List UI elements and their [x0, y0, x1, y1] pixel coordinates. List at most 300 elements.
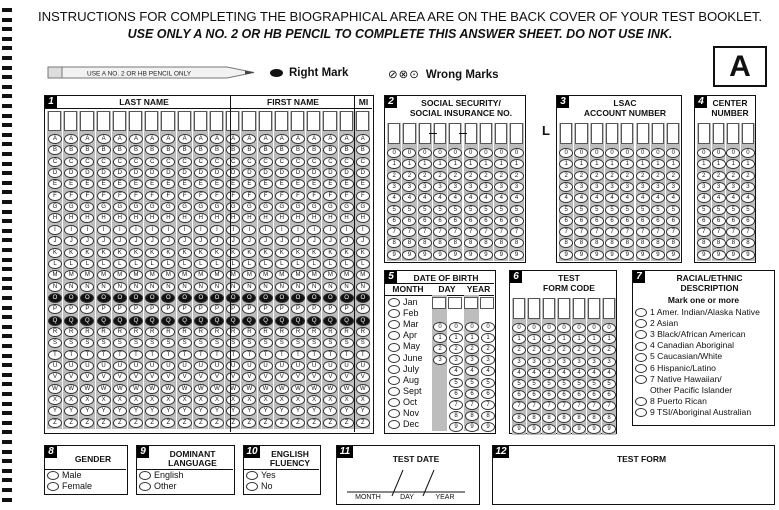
dob-digit-bubble[interactable]: 9: [465, 422, 479, 432]
letter-bubble[interactable]: P: [64, 304, 78, 314]
digit-bubble[interactable]: 5: [587, 379, 601, 389]
letter-bubble[interactable]: D: [210, 168, 224, 178]
letter-bubble[interactable]: K: [259, 248, 273, 258]
digit-bubble[interactable]: 6: [651, 216, 665, 226]
digit-bubble[interactable]: 5: [572, 379, 586, 389]
digit-bubble[interactable]: 5: [494, 205, 508, 215]
letter-bubble[interactable]: Q: [226, 316, 240, 326]
letter-bubble[interactable]: R: [194, 327, 208, 337]
letter-bubble[interactable]: C: [161, 157, 175, 167]
letter-bubble[interactable]: T: [259, 350, 273, 360]
digit-bubble[interactable]: 9: [666, 250, 680, 260]
letter-bubble[interactable]: A: [291, 134, 305, 144]
name-write-in-box[interactable]: [161, 111, 174, 131]
month-option[interactable]: [388, 386, 422, 397]
choice-option[interactable]: [246, 481, 273, 492]
letter-bubble[interactable]: C: [291, 157, 305, 167]
digit-bubble[interactable]: 7: [587, 401, 601, 411]
letter-bubble[interactable]: P: [194, 304, 208, 314]
digit-bubble[interactable]: 9: [402, 250, 416, 260]
choice-bubble[interactable]: [47, 482, 59, 491]
letter-bubble[interactable]: W: [323, 384, 337, 394]
name-write-in-box[interactable]: [178, 111, 191, 131]
digit-bubble[interactable]: 2: [605, 171, 619, 181]
digit-bubble[interactable]: 1: [574, 159, 588, 169]
letter-bubble[interactable]: Z: [48, 418, 62, 428]
letter-bubble[interactable]: S: [242, 338, 256, 348]
letter-bubble[interactable]: Y: [48, 406, 62, 416]
digit-bubble[interactable]: 4: [605, 193, 619, 203]
letter-bubble[interactable]: U: [97, 361, 111, 371]
letter-bubble[interactable]: J: [242, 236, 256, 246]
letter-bubble[interactable]: F: [178, 191, 192, 201]
letter-bubble[interactable]: F: [340, 191, 354, 201]
digit-bubble[interactable]: 4: [590, 193, 604, 203]
letter-bubble[interactable]: Z: [210, 418, 224, 428]
digit-bubble[interactable]: 6: [636, 216, 650, 226]
letter-bubble[interactable]: T: [307, 350, 321, 360]
letter-bubble[interactable]: M: [113, 270, 127, 280]
digit-bubble[interactable]: 7: [510, 227, 524, 237]
digit-bubble[interactable]: 1: [559, 159, 573, 169]
digit-bubble[interactable]: 2: [464, 171, 478, 181]
letter-bubble[interactable]: X: [259, 395, 273, 405]
letter-bubble[interactable]: U: [161, 361, 175, 371]
digit-bubble[interactable]: 4: [651, 193, 665, 203]
letter-bubble[interactable]: N: [226, 282, 240, 292]
letter-bubble[interactable]: W: [145, 384, 159, 394]
letter-bubble[interactable]: S: [80, 338, 94, 348]
letter-bubble[interactable]: W: [210, 384, 224, 394]
letter-bubble[interactable]: X: [129, 395, 143, 405]
digit-bubble[interactable]: 9: [433, 250, 447, 260]
letter-bubble[interactable]: W: [178, 384, 192, 394]
digit-bubble[interactable]: 6: [557, 390, 571, 400]
digit-bubble[interactable]: 5: [605, 205, 619, 215]
ethnic-option[interactable]: [635, 318, 678, 329]
digit-bubble[interactable]: 0: [636, 148, 650, 158]
letter-bubble[interactable]: O: [242, 293, 256, 303]
ethnic-option[interactable]: [635, 307, 760, 318]
digit-bubble[interactable]: 9: [510, 250, 524, 260]
letter-bubble[interactable]: K: [194, 248, 208, 258]
letter-bubble[interactable]: D: [259, 168, 273, 178]
digit-bubble[interactable]: 5: [559, 205, 573, 215]
digit-bubble[interactable]: 2: [479, 171, 493, 181]
letter-bubble[interactable]: Z: [259, 418, 273, 428]
digit-bubble[interactable]: 1: [557, 334, 571, 344]
dob-digit-bubble[interactable]: 7: [449, 400, 463, 410]
letter-bubble[interactable]: U: [323, 361, 337, 371]
letter-bubble[interactable]: E: [259, 179, 273, 189]
letter-bubble[interactable]: N: [161, 282, 175, 292]
letter-bubble[interactable]: J: [275, 236, 289, 246]
digit-bubble[interactable]: 7: [651, 227, 665, 237]
digit-bubble[interactable]: 5: [602, 379, 616, 389]
month-bubble[interactable]: [388, 376, 400, 385]
letter-bubble[interactable]: C: [307, 157, 321, 167]
digit-write-in-box[interactable]: [742, 123, 754, 144]
letter-bubble[interactable]: O: [323, 293, 337, 303]
digit-bubble[interactable]: 5: [527, 379, 541, 389]
letter-bubble[interactable]: A: [275, 134, 289, 144]
letter-bubble[interactable]: G: [340, 202, 354, 212]
letter-bubble[interactable]: F: [323, 191, 337, 201]
letter-bubble[interactable]: S: [340, 338, 354, 348]
name-write-in-box[interactable]: [64, 111, 77, 131]
letter-bubble[interactable]: K: [64, 248, 78, 258]
letter-bubble[interactable]: S: [113, 338, 127, 348]
letter-bubble[interactable]: H: [242, 213, 256, 223]
letter-bubble[interactable]: M: [97, 270, 111, 280]
letter-bubble[interactable]: C: [340, 157, 354, 167]
digit-bubble[interactable]: 7: [527, 401, 541, 411]
letter-bubble[interactable]: F: [291, 191, 305, 201]
month-option[interactable]: [388, 353, 423, 364]
digit-bubble[interactable]: 1: [527, 334, 541, 344]
letter-bubble[interactable]: D: [323, 168, 337, 178]
letter-bubble[interactable]: U: [210, 361, 224, 371]
letter-bubble[interactable]: X: [64, 395, 78, 405]
digit-bubble[interactable]: 6: [741, 216, 755, 226]
month-option[interactable]: [388, 364, 419, 375]
dob-digit-bubble[interactable]: 4: [449, 366, 463, 376]
digit-write-in-box[interactable]: [588, 298, 600, 319]
letter-bubble[interactable]: P: [80, 304, 94, 314]
letter-bubble[interactable]: I: [291, 225, 305, 235]
letter-bubble[interactable]: T: [145, 350, 159, 360]
digit-bubble[interactable]: 9: [602, 424, 616, 434]
month-bubble[interactable]: [388, 365, 400, 374]
dob-digit-bubble[interactable]: 1: [433, 333, 447, 343]
digit-bubble[interactable]: 4: [557, 368, 571, 378]
letter-bubble[interactable]: B: [97, 145, 111, 155]
letter-bubble[interactable]: S: [97, 338, 111, 348]
letter-bubble[interactable]: K: [129, 248, 143, 258]
month-option[interactable]: [388, 375, 419, 386]
choice-option[interactable]: [47, 481, 92, 492]
ethnic-bubble[interactable]: [635, 308, 647, 317]
digit-bubble[interactable]: 3: [512, 357, 526, 367]
letter-bubble[interactable]: W: [259, 384, 273, 394]
letter-bubble[interactable]: T: [242, 350, 256, 360]
digit-bubble[interactable]: 9: [542, 424, 556, 434]
letter-bubble[interactable]: N: [145, 282, 159, 292]
letter-bubble[interactable]: U: [275, 361, 289, 371]
letter-bubble[interactable]: D: [129, 168, 143, 178]
digit-bubble[interactable]: 5: [712, 205, 726, 215]
digit-bubble[interactable]: 8: [602, 413, 616, 423]
dob-digit-bubble[interactable]: 3: [465, 355, 479, 365]
digit-bubble[interactable]: 1: [464, 159, 478, 169]
letter-bubble[interactable]: B: [129, 145, 143, 155]
digit-bubble[interactable]: 6: [605, 216, 619, 226]
choice-option[interactable]: [139, 481, 177, 492]
letter-bubble[interactable]: L: [307, 259, 321, 269]
choice-bubble[interactable]: [246, 471, 258, 480]
letter-bubble[interactable]: R: [291, 327, 305, 337]
ethnic-option[interactable]: [635, 374, 722, 385]
letter-bubble[interactable]: P: [113, 304, 127, 314]
letter-bubble[interactable]: E: [226, 179, 240, 189]
digit-bubble[interactable]: 6: [448, 216, 462, 226]
letter-bubble[interactable]: T: [48, 350, 62, 360]
digit-bubble[interactable]: 1: [479, 159, 493, 169]
month-option[interactable]: [388, 341, 420, 352]
digit-bubble[interactable]: 1: [510, 159, 524, 169]
letter-bubble[interactable]: K: [80, 248, 94, 258]
digit-write-in-box[interactable]: [698, 123, 710, 144]
digit-bubble[interactable]: 1: [494, 159, 508, 169]
name-write-in-box[interactable]: [145, 111, 158, 131]
digit-bubble[interactable]: 0: [666, 148, 680, 158]
dob-digit-bubble[interactable]: 9: [481, 422, 495, 432]
digit-bubble[interactable]: 3: [741, 182, 755, 192]
digit-bubble[interactable]: 4: [666, 193, 680, 203]
digit-bubble[interactable]: 5: [741, 205, 755, 215]
digit-bubble[interactable]: 3: [494, 182, 508, 192]
digit-bubble[interactable]: 6: [512, 390, 526, 400]
letter-bubble[interactable]: R: [275, 327, 289, 337]
digit-bubble[interactable]: 7: [448, 227, 462, 237]
digit-bubble[interactable]: 8: [572, 413, 586, 423]
letter-bubble[interactable]: G: [275, 202, 289, 212]
digit-bubble[interactable]: 6: [542, 390, 556, 400]
digit-bubble[interactable]: 2: [587, 345, 601, 355]
letter-bubble[interactable]: Y: [97, 406, 111, 416]
letter-bubble[interactable]: M: [145, 270, 159, 280]
letter-bubble[interactable]: Z: [242, 418, 256, 428]
digit-bubble[interactable]: 1: [572, 334, 586, 344]
digit-bubble[interactable]: 0: [542, 323, 556, 333]
month-option[interactable]: [388, 408, 419, 419]
letter-bubble[interactable]: A: [80, 134, 94, 144]
letter-bubble[interactable]: N: [323, 282, 337, 292]
letter-bubble[interactable]: Q: [113, 316, 127, 326]
letter-bubble[interactable]: C: [97, 157, 111, 167]
dob-digit-bubble[interactable]: 4: [465, 366, 479, 376]
digit-write-in-box[interactable]: [403, 123, 415, 144]
letter-bubble[interactable]: L: [356, 259, 370, 269]
dob-digit-bubble[interactable]: 5: [449, 378, 463, 388]
letter-bubble[interactable]: F: [356, 191, 370, 201]
digit-bubble[interactable]: 8: [557, 413, 571, 423]
letter-bubble[interactable]: P: [291, 304, 305, 314]
letter-bubble[interactable]: Z: [178, 418, 192, 428]
letter-bubble[interactable]: J: [178, 236, 192, 246]
name-write-in-box[interactable]: [80, 111, 93, 131]
digit-bubble[interactable]: 7: [574, 227, 588, 237]
letter-bubble[interactable]: N: [307, 282, 321, 292]
letter-bubble[interactable]: H: [97, 213, 111, 223]
letter-bubble[interactable]: O: [259, 293, 273, 303]
letter-bubble[interactable]: J: [161, 236, 175, 246]
month-bubble[interactable]: [388, 387, 400, 396]
letter-bubble[interactable]: Z: [194, 418, 208, 428]
letter-bubble[interactable]: H: [194, 213, 208, 223]
ethnic-bubble[interactable]: [635, 397, 647, 406]
letter-bubble[interactable]: N: [194, 282, 208, 292]
letter-bubble[interactable]: X: [356, 395, 370, 405]
letter-bubble[interactable]: A: [178, 134, 192, 144]
digit-write-in-box[interactable]: [543, 298, 555, 319]
letter-bubble[interactable]: J: [307, 236, 321, 246]
letter-bubble[interactable]: Y: [194, 406, 208, 416]
letter-bubble[interactable]: N: [356, 282, 370, 292]
letter-bubble[interactable]: T: [194, 350, 208, 360]
letter-bubble[interactable]: B: [340, 145, 354, 155]
digit-bubble[interactable]: 9: [387, 250, 401, 260]
letter-bubble[interactable]: J: [97, 236, 111, 246]
letter-bubble[interactable]: D: [340, 168, 354, 178]
digit-bubble[interactable]: 7: [418, 227, 432, 237]
digit-bubble[interactable]: 9: [741, 250, 755, 260]
digit-bubble[interactable]: 8: [510, 238, 524, 248]
letter-bubble[interactable]: H: [323, 213, 337, 223]
letter-bubble[interactable]: D: [97, 168, 111, 178]
ethnic-bubble[interactable]: [635, 319, 647, 328]
letter-bubble[interactable]: Z: [340, 418, 354, 428]
dob-digit-bubble[interactable]: 7: [465, 400, 479, 410]
digit-bubble[interactable]: 6: [602, 390, 616, 400]
digit-write-in-box[interactable]: [558, 298, 570, 319]
digit-write-in-box[interactable]: [573, 298, 585, 319]
digit-bubble[interactable]: 0: [602, 323, 616, 333]
letter-bubble[interactable]: Y: [242, 406, 256, 416]
letter-bubble[interactable]: F: [242, 191, 256, 201]
letter-bubble[interactable]: F: [275, 191, 289, 201]
letter-bubble[interactable]: U: [356, 361, 370, 371]
letter-bubble[interactable]: Y: [291, 406, 305, 416]
digit-bubble[interactable]: 3: [605, 182, 619, 192]
letter-bubble[interactable]: J: [323, 236, 337, 246]
letter-bubble[interactable]: W: [307, 384, 321, 394]
letter-bubble[interactable]: G: [161, 202, 175, 212]
digit-bubble[interactable]: 5: [542, 379, 556, 389]
letter-bubble[interactable]: M: [307, 270, 321, 280]
digit-bubble[interactable]: 7: [387, 227, 401, 237]
letter-bubble[interactable]: H: [291, 213, 305, 223]
digit-bubble[interactable]: 8: [433, 238, 447, 248]
letter-bubble[interactable]: F: [161, 191, 175, 201]
letter-bubble[interactable]: V: [226, 372, 240, 382]
letter-bubble[interactable]: S: [226, 338, 240, 348]
letter-bubble[interactable]: N: [48, 282, 62, 292]
digit-bubble[interactable]: 4: [697, 193, 711, 203]
letter-bubble[interactable]: V: [178, 372, 192, 382]
letter-bubble[interactable]: H: [64, 213, 78, 223]
letter-bubble[interactable]: H: [340, 213, 354, 223]
letter-bubble[interactable]: V: [275, 372, 289, 382]
letter-bubble[interactable]: K: [145, 248, 159, 258]
digit-bubble[interactable]: 0: [557, 323, 571, 333]
choice-bubble[interactable]: [47, 471, 59, 480]
letter-bubble[interactable]: F: [226, 191, 240, 201]
digit-bubble[interactable]: 4: [433, 193, 447, 203]
letter-bubble[interactable]: L: [210, 259, 224, 269]
digit-bubble[interactable]: 9: [418, 250, 432, 260]
digit-bubble[interactable]: 7: [636, 227, 650, 237]
digit-bubble[interactable]: 3: [557, 357, 571, 367]
letter-bubble[interactable]: E: [275, 179, 289, 189]
digit-bubble[interactable]: 4: [587, 368, 601, 378]
letter-bubble[interactable]: A: [242, 134, 256, 144]
letter-bubble[interactable]: X: [80, 395, 94, 405]
letter-bubble[interactable]: V: [48, 372, 62, 382]
letter-bubble[interactable]: W: [226, 384, 240, 394]
digit-write-in-box[interactable]: [480, 123, 492, 144]
name-write-in-box[interactable]: [307, 111, 320, 131]
digit-bubble[interactable]: 5: [448, 205, 462, 215]
letter-bubble[interactable]: G: [210, 202, 224, 212]
dob-digit-bubble[interactable]: 8: [465, 411, 479, 421]
digit-bubble[interactable]: 4: [448, 193, 462, 203]
letter-bubble[interactable]: B: [275, 145, 289, 155]
letter-bubble[interactable]: Q: [161, 316, 175, 326]
digit-bubble[interactable]: 1: [666, 159, 680, 169]
letter-bubble[interactable]: N: [80, 282, 94, 292]
letter-bubble[interactable]: B: [113, 145, 127, 155]
letter-bubble[interactable]: Y: [323, 406, 337, 416]
letter-bubble[interactable]: U: [307, 361, 321, 371]
digit-bubble[interactable]: 7: [512, 401, 526, 411]
letter-bubble[interactable]: E: [48, 179, 62, 189]
letter-bubble[interactable]: D: [161, 168, 175, 178]
letter-bubble[interactable]: Y: [145, 406, 159, 416]
letter-bubble[interactable]: I: [48, 225, 62, 235]
letter-bubble[interactable]: Q: [356, 316, 370, 326]
letter-bubble[interactable]: X: [323, 395, 337, 405]
letter-bubble[interactable]: X: [340, 395, 354, 405]
digit-bubble[interactable]: 0: [712, 148, 726, 158]
digit-bubble[interactable]: 6: [464, 216, 478, 226]
digit-bubble[interactable]: 5: [464, 205, 478, 215]
letter-bubble[interactable]: X: [194, 395, 208, 405]
digit-bubble[interactable]: 6: [402, 216, 416, 226]
digit-bubble[interactable]: 2: [494, 171, 508, 181]
letter-bubble[interactable]: G: [113, 202, 127, 212]
digit-bubble[interactable]: 2: [433, 171, 447, 181]
digit-bubble[interactable]: 2: [666, 171, 680, 181]
digit-bubble[interactable]: 4: [574, 193, 588, 203]
letter-bubble[interactable]: K: [356, 248, 370, 258]
digit-bubble[interactable]: 6: [527, 390, 541, 400]
letter-bubble[interactable]: W: [275, 384, 289, 394]
letter-bubble[interactable]: R: [323, 327, 337, 337]
digit-bubble[interactable]: 4: [636, 193, 650, 203]
letter-bubble[interactable]: U: [113, 361, 127, 371]
letter-bubble[interactable]: K: [323, 248, 337, 258]
digit-bubble[interactable]: 8: [559, 238, 573, 248]
letter-bubble[interactable]: X: [113, 395, 127, 405]
letter-bubble[interactable]: I: [340, 225, 354, 235]
letter-bubble[interactable]: Y: [161, 406, 175, 416]
letter-bubble[interactable]: L: [113, 259, 127, 269]
letter-bubble[interactable]: Q: [48, 316, 62, 326]
letter-bubble[interactable]: T: [113, 350, 127, 360]
digit-bubble[interactable]: 8: [494, 238, 508, 248]
letter-bubble[interactable]: M: [64, 270, 78, 280]
digit-bubble[interactable]: 9: [712, 250, 726, 260]
letter-bubble[interactable]: F: [194, 191, 208, 201]
digit-bubble[interactable]: 5: [433, 205, 447, 215]
letter-bubble[interactable]: I: [64, 225, 78, 235]
digit-bubble[interactable]: 5: [557, 379, 571, 389]
digit-bubble[interactable]: 6: [666, 216, 680, 226]
letter-bubble[interactable]: E: [178, 179, 192, 189]
digit-bubble[interactable]: 0: [387, 148, 401, 158]
digit-bubble[interactable]: 3: [448, 182, 462, 192]
